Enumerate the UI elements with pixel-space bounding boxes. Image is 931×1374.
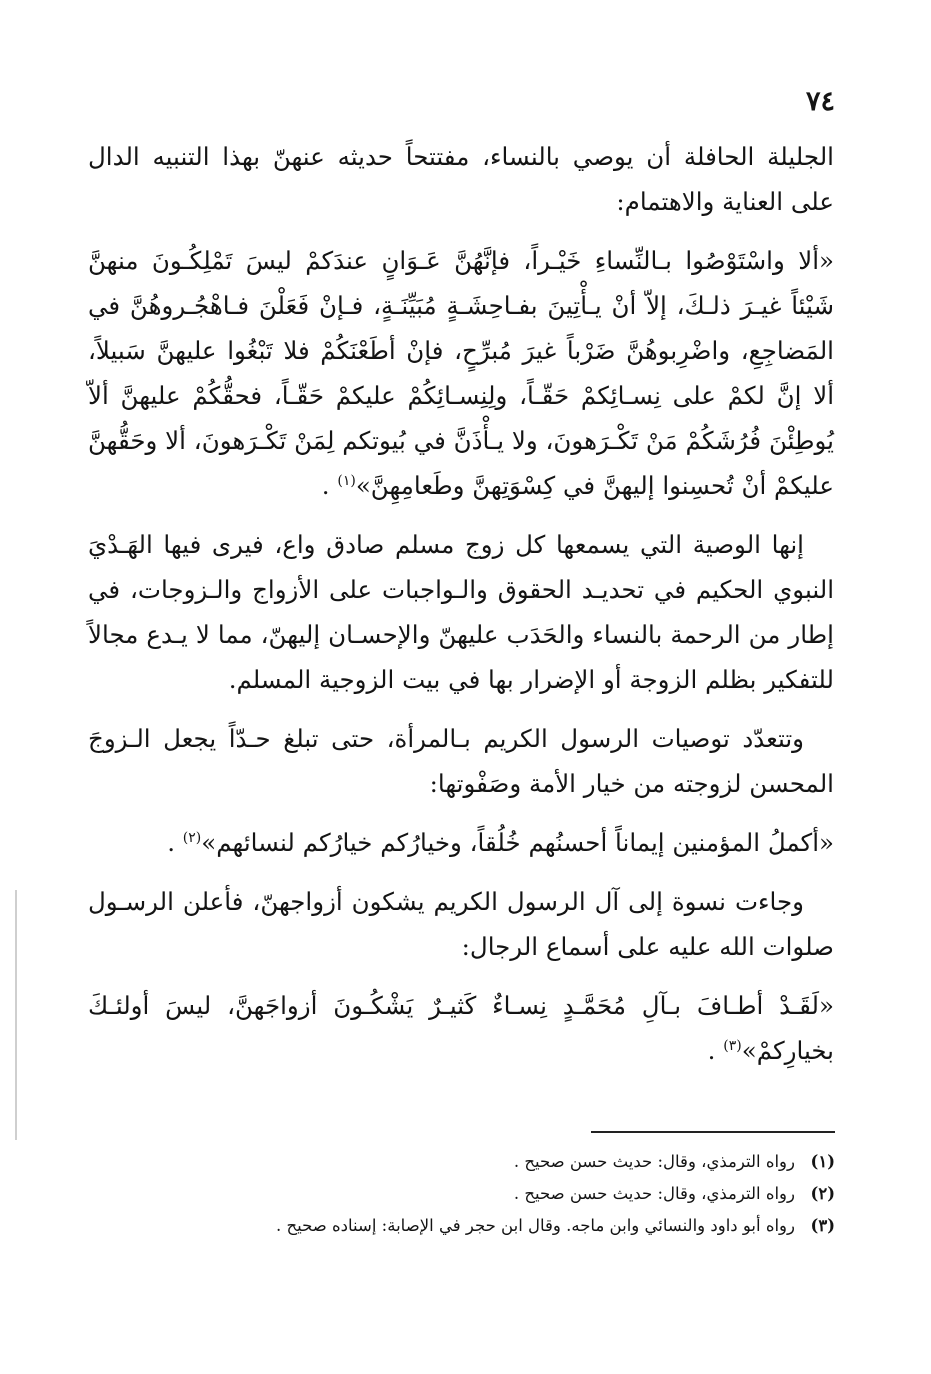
footnote-text: رواه الترمذي، وقال: حديث حسن صحيح .	[513, 1152, 795, 1171]
quote-end: .	[321, 471, 338, 500]
hadith-quote-2	[88, 820, 834, 865]
footnote-3	[95, 1210, 835, 1242]
paragraph-text: الجليلة الحافلة أن يوصي بالنساء، مفتتحاً حديثه عنهنّ بهذا التنبيه الدال على العناية والاهتمام:	[88, 142, 834, 216]
paragraph-narrative	[88, 879, 834, 969]
footnote-number: (١)	[810, 1152, 835, 1171]
footnote-divider	[591, 1131, 835, 1133]
quote-end: .	[167, 828, 183, 857]
footnote-ref-3: (٣)	[723, 1037, 742, 1054]
footnote-number: (٢)	[810, 1184, 835, 1203]
paragraph-commentary	[88, 522, 834, 702]
quote-text: «أكملُ المؤمنين إيماناً أحسنُهم خُلُقاً، وخيارُكم خيارُكم لنسائهم»	[201, 828, 834, 857]
page-number: ٧٤	[805, 86, 835, 117]
footnote-text: رواه أبو داود والنسائي وابن ماجه. وقال ابن حجر في الإصابة: إسناده صحيح .	[276, 1216, 795, 1235]
hadith-quote-1	[88, 238, 834, 508]
quote-text: «لَقَـدْ أطـافَ بـآلِ مُحَمَّـدٍ نِسـاءٌ كَثيـرٌ يَشْكُـونَ أزواجَهنَّ، ليسَ أولئـكَ بخيارِكمْ»	[88, 991, 834, 1065]
quote-text: «ألا واسْتَوْصُوا بـالنِّساءِ خَيْـراً، فإنَّهُنَّ عَـوَانٍ عندَكمْ ليسَ تَمْلِكُـونَ منهنَّ شَيْئاً غيـرَ ذلـكَ، إلاّ أنْ يـأْتِينَ بفـاحِشَـةٍ مُبَيِّنَـةٍ، فـإنْ فَعَلْنَ فـاهْجُـروهُنَّ في المَضاجِعِ، واضْرِبوهُنَّ ضَرْباً غيرَ مُبرِّحٍ، فإنْ أطَعْنَكُمْ فلا تَبْغُوا عليهنَّ سَبيلاً، ألا إنَّ لكمْ على نِسـائِكمْ حَقّـاً، ولِنِسـائِكُمْ عليكمْ حَقّـاً، فحقُّكُمْ عليهنَّ ألاّ يُوطِئْنَ فُرُشَكُمْ مَنْ تَكْـرَهونَ، ولا يـأْذَنَّ في بُيوتكم لِمَنْ تَكْـرَهونَ، ألا وحَقُّهنَّ عليكمْ أنْ تُحسِنوا إليهنَّ في كِسْوَتِهنَّ وطَعامِهِنَّ»	[88, 246, 834, 500]
paragraph-intro	[88, 134, 834, 224]
hadith-quote-3	[88, 983, 834, 1073]
footnote-number: (٣)	[810, 1216, 835, 1235]
paragraph-recommendations	[88, 716, 834, 806]
main-text	[88, 134, 834, 1087]
quote-end: .	[707, 1036, 724, 1065]
footnote-ref-2: (٢)	[182, 829, 202, 846]
footnotes	[95, 1146, 835, 1242]
page-edge-mark	[15, 890, 17, 1140]
footnote-ref-1: (١)	[337, 472, 356, 489]
footnote-text: رواه الترمذي، وقال: حديث حسن صحيح .	[513, 1184, 795, 1203]
paragraph-text: وجاءت نسوة إلى آل الرسول الكريم يشكون أزواجهنّ، فأعلن الرسـول صلوات الله عليه على أسماع الرجال:	[88, 887, 834, 961]
footnote-2	[95, 1178, 835, 1210]
paragraph-text: وتتعدّد توصيات الرسول الكريم بـالمرأة، حتى تبلغ حـدّاً يجعل الـزوجَ المحسن لزوجته من خيار الأمة وصَفْوتها:	[88, 724, 834, 798]
footnote-1	[95, 1146, 835, 1178]
paragraph-text: إنها الوصية التي يسمعها كل زوج مسلم صادق واع، فيرى فيها الهَـدْيَ النبوي الحكيم في تحديـد الحقوق والـواجبات على الأزواج والـزوجات، في إطار من الرحمة بالنساء والحَدَب عليهنّ والإحسـان إليهنّ، مما لا يـدع مجالاً للتفكير بظلم الزوجة أو الإضرار بها في بيت الزوجية المسلم.	[88, 530, 834, 694]
